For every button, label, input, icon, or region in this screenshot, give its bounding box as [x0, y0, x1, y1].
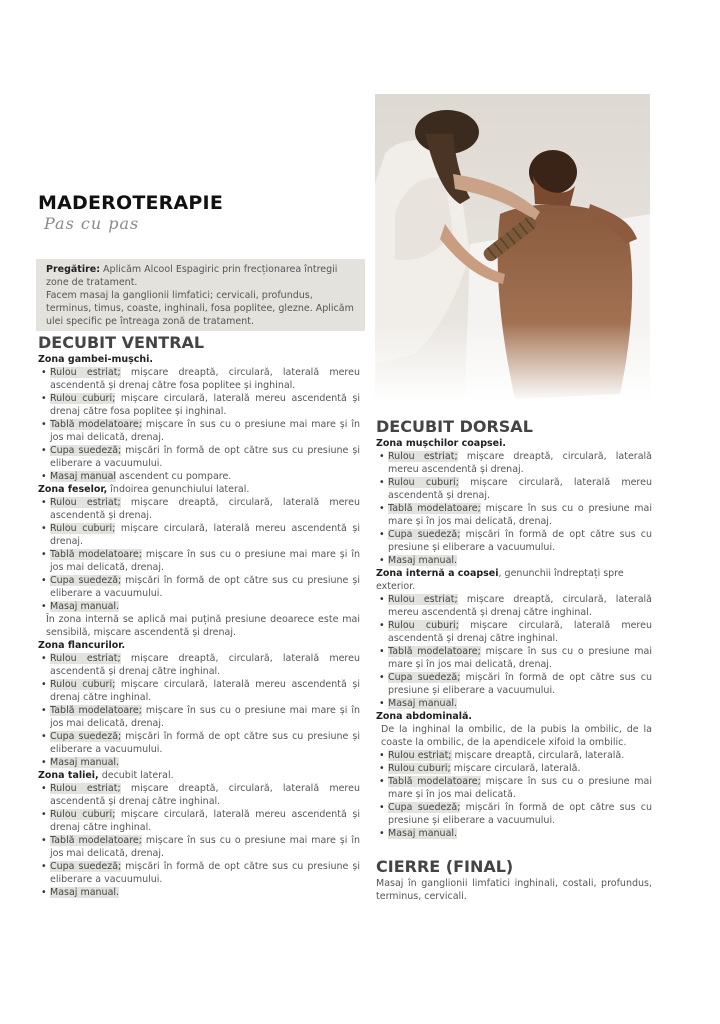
technique-description: mișcare dreaptă, circulară, laterală mereu ascendentă și drenaj către inghinal.: [388, 594, 652, 618]
zone-title-detail: , genunchii îndreptați spre exterior.: [376, 568, 624, 592]
list-item: [38, 444, 360, 470]
zone-title-detail: îndoirea genunchiului lateral.: [107, 484, 250, 495]
zone-title-text: Zona feselor,: [38, 484, 108, 495]
technique-name: Rulou cuburi;: [50, 809, 116, 820]
technique-description: mișcare dreaptă, circulară, laterală mereu ascendentă și drenaj către inghinal.: [50, 783, 360, 807]
technique-name: Masaj manual.: [388, 828, 458, 839]
technique-description: mișcare în sus cu o presiune mai mare și în jos mai delicată, drenaj.: [50, 419, 360, 443]
zone-title-text: Zona abdominală.: [376, 711, 473, 722]
technique-description: mișcare în sus cu o presiune mai mare și în jos mai delicată, drenaj.: [388, 503, 652, 527]
massage-illustration: [375, 94, 650, 399]
list-item: [376, 528, 652, 554]
technique-description: mișcare în sus cu o presiune mai mare și în jos mai delicată, drenaj.: [388, 646, 652, 670]
list-item: [38, 808, 360, 834]
technique-name: Cupa suedeză;: [388, 529, 461, 540]
list-item: [376, 554, 652, 567]
technique-name: Cupa suedeză;: [388, 672, 461, 683]
list-item: [38, 756, 360, 769]
technique-name: Cupa suedeză;: [50, 445, 122, 456]
technique-name: Rulou estriat;: [50, 497, 121, 508]
technique-name: Masaj manual.: [50, 601, 120, 612]
left-column: [38, 334, 360, 899]
technique-name: Rulou estriat;: [50, 653, 121, 664]
zone-title: [376, 710, 652, 723]
page-title: MADEROTERAPIE: [38, 192, 223, 214]
technique-name: Rulou cuburi;: [50, 679, 116, 690]
technique-description: mișcări în formă de opt către sus cu presiune și eliberare a vacuumului.: [50, 731, 360, 755]
zone-title-text: Zona internă a coapsei: [376, 568, 499, 579]
technique-description: mișcări în formă de opt către sus cu presiune și eliberare a vacuumului.: [50, 445, 360, 469]
technique-list: [38, 366, 360, 483]
technique-name: Tablă modelatoare;: [50, 705, 142, 716]
right-zones: [376, 437, 652, 840]
technique-name: Rulou cuburi;: [388, 763, 451, 774]
zone-title: [38, 769, 360, 782]
technique-name: Rulou estriat;: [50, 783, 121, 794]
technique-name: Cupa suedeză;: [50, 861, 122, 872]
technique-name: Tablă modelatoare;: [388, 503, 481, 514]
technique-name: Cupa suedeză;: [50, 731, 122, 742]
technique-description: mișcare circulară, laterală mereu ascendentă și drenaj către inghinal.: [388, 620, 652, 644]
section-final: CIERRE (FINAL): [376, 857, 514, 876]
technique-name: Rulou cuburi;: [50, 523, 116, 534]
technique-name: Tablă modelatoare;: [388, 776, 481, 787]
list-item: [376, 801, 652, 827]
list-item: [38, 886, 360, 899]
list-item: [376, 827, 652, 840]
technique-list: [376, 450, 652, 567]
technique-name: Masaj manual.: [50, 887, 120, 898]
technique-description: mișcare dreaptă, circulară, laterală mereu ascendentă și drenaj.: [50, 497, 360, 521]
technique-description: mișcare dreaptă, circulară, laterală mereu ascendentă și drenaj.: [388, 451, 652, 475]
preparation-text-2: Facem masaj la ganglionii limfatici; cervicali, profundus, terminus, timus, coaste, inghinali, fosa poplitee, glezne. Aplicăm ulei specific pe întreaga zonă de tratament.: [46, 290, 354, 327]
technique-description: mișcări în formă de opt către sus cu presiune și eliberare a vacuumului.: [50, 861, 360, 885]
list-item: [376, 762, 652, 775]
technique-list: [376, 593, 652, 710]
massage-photo: [375, 94, 650, 399]
list-item: [38, 600, 360, 613]
list-item: [376, 502, 652, 528]
technique-description: mișcare circulară, laterală mereu ascendentă și drenaj către inghinal.: [50, 809, 360, 833]
list-item: [38, 704, 360, 730]
list-item: [38, 834, 360, 860]
technique-name: Rulou cuburi;: [388, 477, 459, 488]
technique-name: Rulou estriat;: [50, 367, 121, 378]
technique-description: mișcări în formă de opt către sus cu presiune și eliberare a vacuumului.: [50, 575, 360, 599]
list-item: [376, 476, 652, 502]
list-item: [38, 366, 360, 392]
list-item: [376, 450, 652, 476]
list-item: [38, 782, 360, 808]
list-item: [38, 496, 360, 522]
final-text: Masaj în ganglionii limfatici inghinali, costali, profundus, terminus, cervicali.: [376, 878, 652, 902]
left-zones: [38, 353, 360, 899]
preparation-label: Pregătire:: [46, 264, 101, 275]
list-item: [38, 652, 360, 678]
technique-name: Cupa suedeză;: [388, 802, 461, 813]
list-item: [38, 470, 360, 483]
technique-description: mișcare în sus cu o presiune mai mare și în jos mai delicată, drenaj.: [50, 549, 360, 573]
technique-name: Tablă modelatoare;: [388, 646, 481, 657]
list-item: [38, 548, 360, 574]
list-item: [376, 593, 652, 619]
technique-description: ascendent cu pompare.: [116, 471, 232, 482]
list-item: [38, 574, 360, 600]
technique-description: mișcare dreaptă, circulară, laterală mereu ascendentă și drenaj către inghinal.: [50, 653, 360, 677]
technique-name: Masaj manual.: [50, 757, 120, 768]
zone-title: [38, 483, 360, 496]
zone-title-text: Zona flancurilor.: [38, 640, 126, 651]
technique-description: mișcare în sus cu o presiune mai mare și în jos mai delicată, drenaj.: [50, 835, 360, 859]
technique-description: mișcare circulară, laterală.: [450, 763, 581, 774]
list-item: [38, 522, 360, 548]
list-item: [376, 749, 652, 762]
zone-title-text: Zona mușchilor coapsei.: [376, 438, 506, 449]
zone-note: În zona internă se aplică mai puțină presiune deoarece este mai sensibilă, mișcare ascendentă și drenaj.: [46, 614, 360, 638]
zone-title: [376, 567, 652, 593]
technique-name: Rulou estriat;: [388, 451, 458, 462]
zone-title-text: Zona taliei,: [38, 770, 99, 781]
section-decubit-dorsal: DECUBIT DORSAL: [376, 417, 533, 436]
list-item: [376, 671, 652, 697]
list-item: [376, 645, 652, 671]
list-item: [376, 775, 652, 801]
technique-description: mișcare dreaptă, circulară, laterală mereu ascendentă și drenaj către fosa poplitee și inghinal.: [50, 367, 360, 391]
list-item: [376, 697, 652, 710]
technique-name: Masaj manual.: [388, 555, 458, 566]
technique-description: mișcare circulară, laterală mereu ascendentă și drenaj către fosa poplitee și inghinal.: [50, 393, 360, 417]
technique-description: mișcare circulară, laterală mereu ascendentă și drenaj către inghinal.: [50, 679, 360, 703]
technique-name: Cupa suedeză;: [50, 575, 122, 586]
technique-description: mișcare dreaptă, circulară, laterală.: [451, 750, 625, 761]
zone-title-text: Zona gambei-mușchi.: [38, 354, 154, 365]
preparation-box: [36, 259, 365, 331]
technique-description: mișcare circulară, laterală mereu ascendentă și drenaj.: [50, 523, 360, 547]
preparation-text: Aplicăm Alcool Espagiric prin frecționarea întregii zone de tratament.: [46, 264, 338, 288]
zone-title-detail: decubit lateral.: [98, 770, 174, 781]
technique-description: mișcare în sus cu o presiune mai mare și în jos mai delicată, drenaj.: [50, 705, 360, 729]
technique-name: Masaj manual.: [388, 698, 458, 709]
technique-name: Rulou estriat;: [388, 750, 452, 761]
technique-name: Tablă modelatoare;: [50, 419, 142, 430]
technique-description: mișcare circulară, laterală mereu ascendentă și drenaj.: [388, 477, 652, 501]
technique-description: mișcări în formă de opt către sus cu presiune și eliberare a vacuumului.: [388, 802, 652, 826]
zone-note: De la inghinal la ombilic, de la pubis la ombilic, de la coaste la ombilic, de la apendicele xifoid la ombilic.: [381, 724, 652, 748]
technique-list: [38, 652, 360, 769]
list-item: [38, 860, 360, 886]
list-item: [38, 678, 360, 704]
zone-title: [376, 437, 652, 450]
technique-name: Rulou cuburi;: [388, 620, 459, 631]
technique-name: Masaj manual: [50, 471, 117, 482]
technique-description: mișcări în formă de opt către sus cu presiune și eliberare a vacuumului.: [388, 672, 652, 696]
zone-title: [38, 639, 360, 652]
list-item: [38, 730, 360, 756]
technique-name: Rulou cuburi;: [50, 393, 116, 404]
technique-description: mișcare în sus cu o presiune mai mare și în jos mai delicată.: [388, 776, 652, 800]
list-item: [38, 392, 360, 418]
technique-name: Rulou estriat;: [388, 594, 458, 605]
section-decubit-ventral: DECUBIT VENTRAL: [38, 333, 205, 352]
zone-title: [38, 353, 360, 366]
technique-list: [38, 496, 360, 613]
list-item: [38, 418, 360, 444]
right-column: [376, 418, 652, 903]
page-subtitle: Pas cu pas: [44, 214, 140, 233]
technique-name: Tablă modelatoare;: [50, 835, 142, 846]
technique-list: [376, 749, 652, 840]
list-item: [376, 619, 652, 645]
technique-description: mișcări în formă de opt către sus cu presiune și eliberare a vacuumului.: [388, 529, 652, 553]
technique-name: Tablă modelatoare;: [50, 549, 142, 560]
technique-list: [38, 782, 360, 899]
